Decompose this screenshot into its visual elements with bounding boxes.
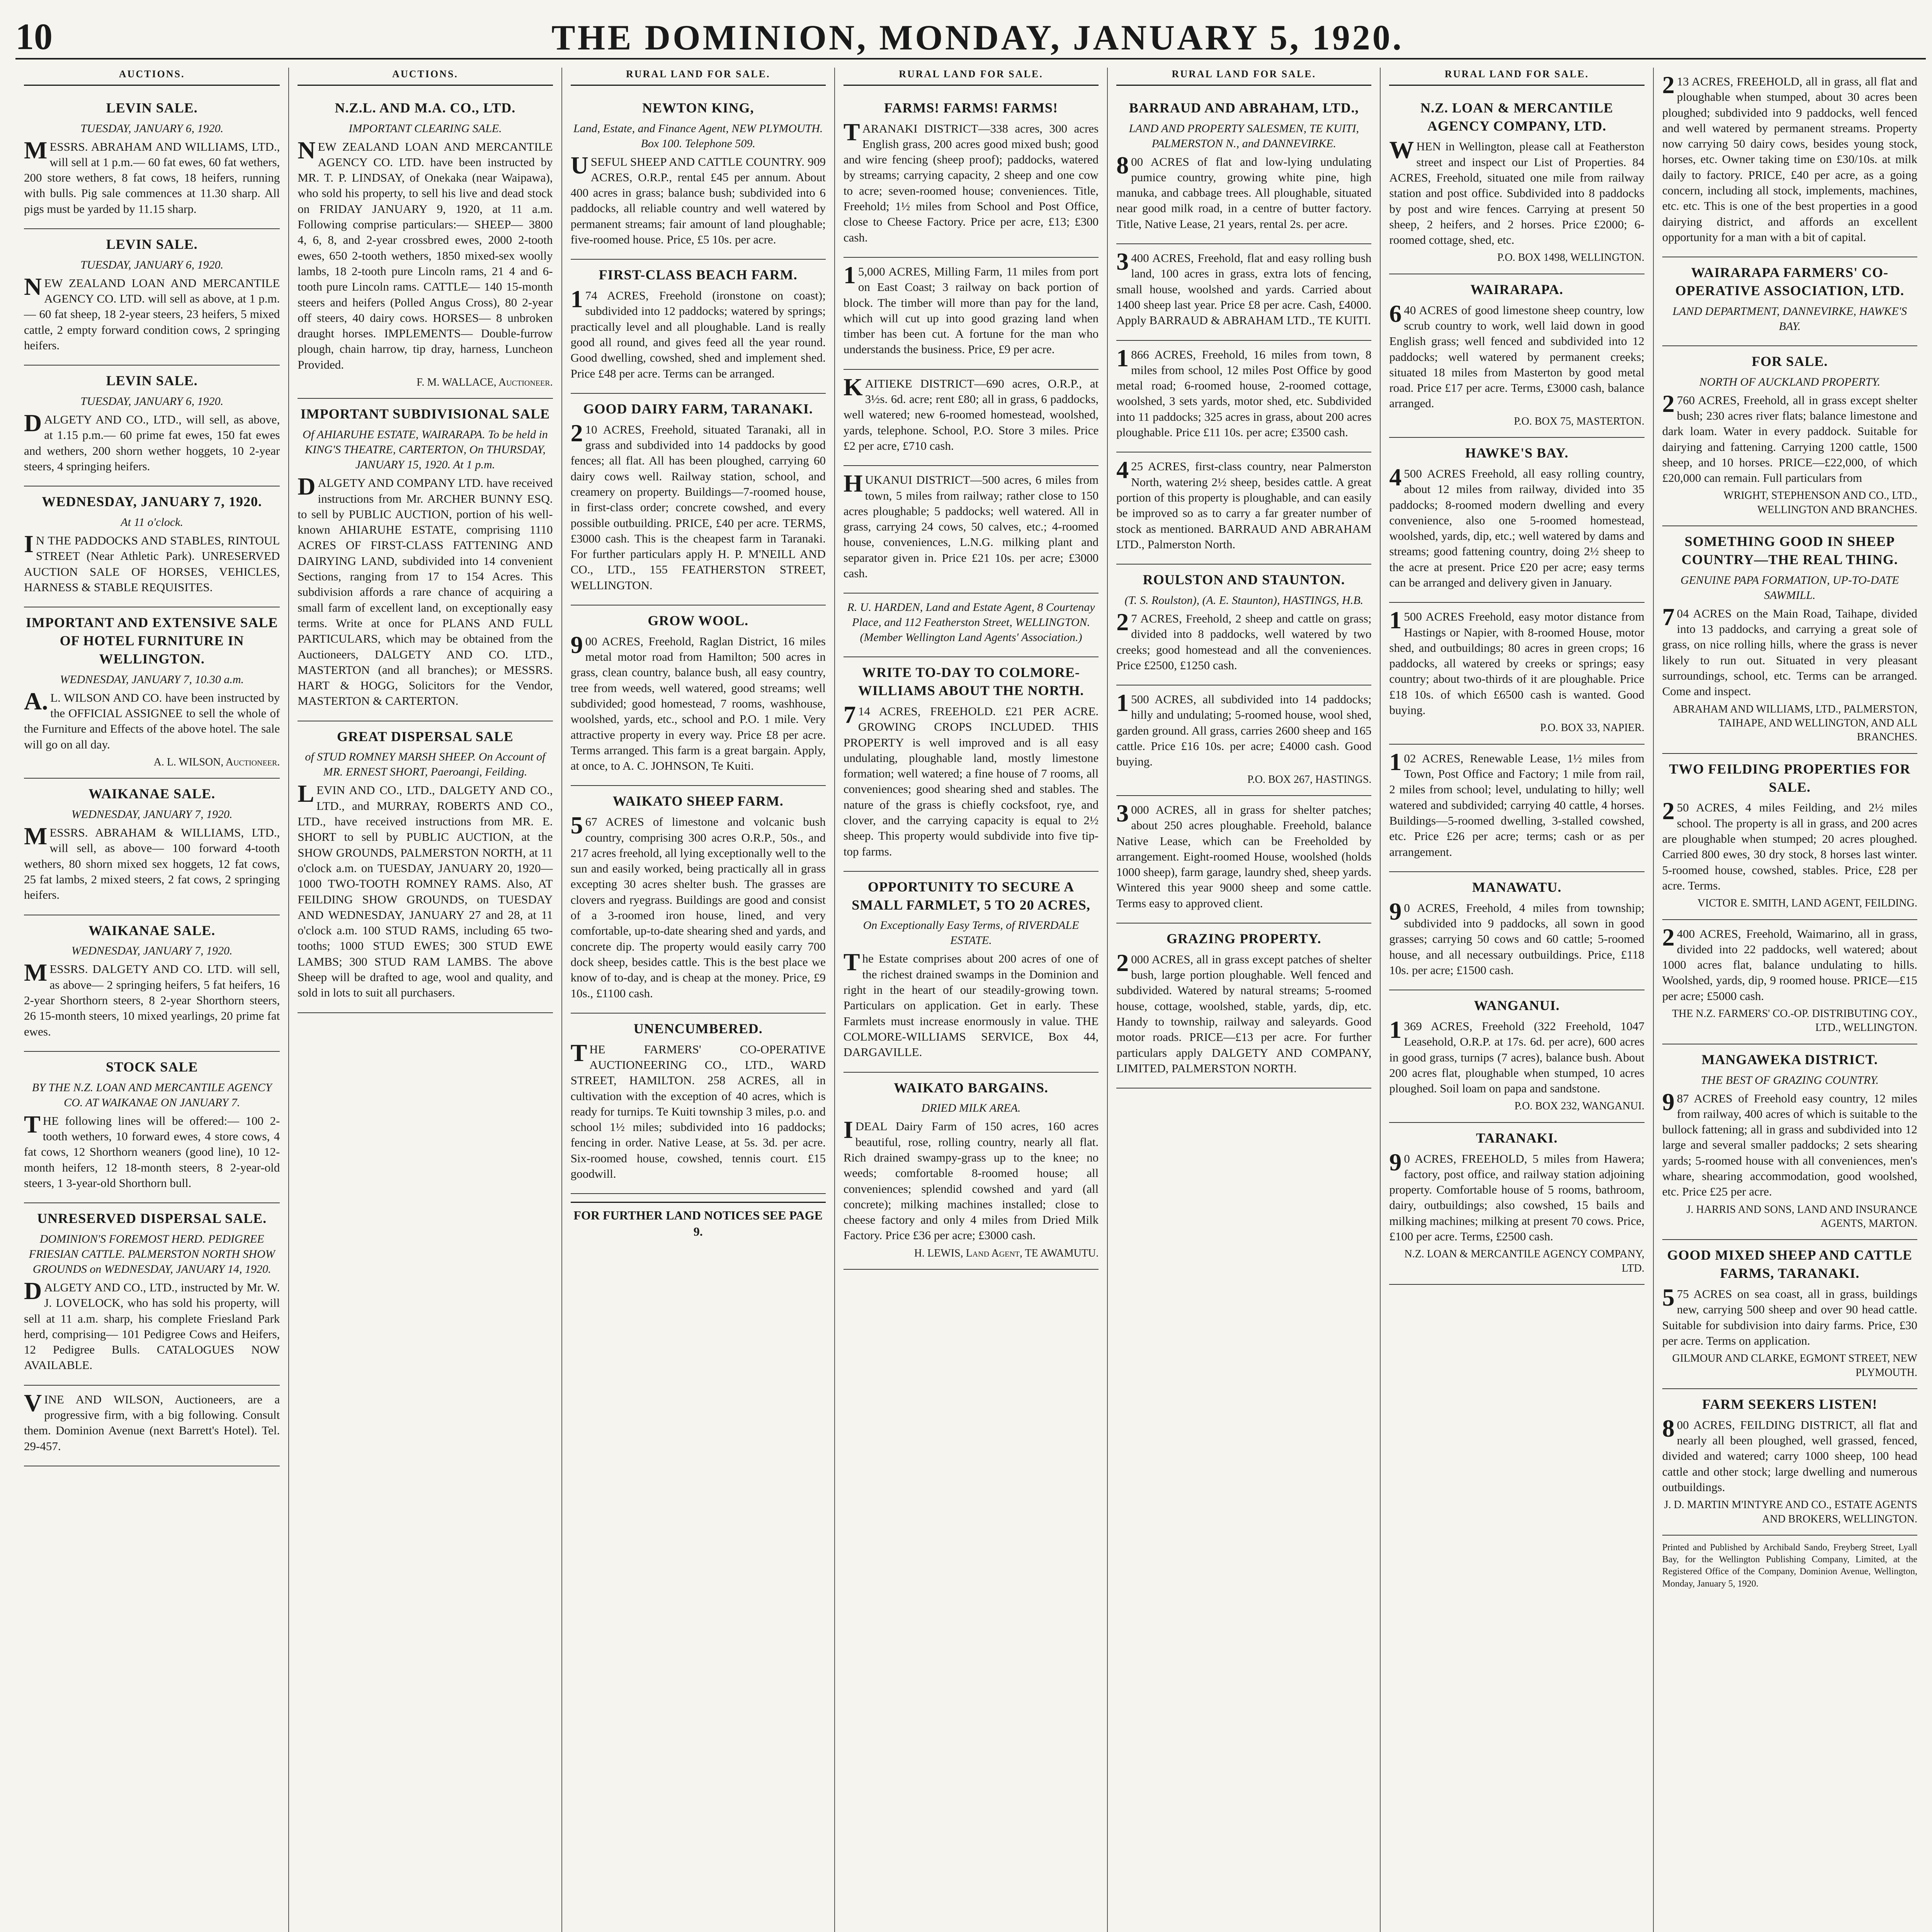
advertisement	[571, 605, 826, 786]
ad-body: 3400 ACRES, Freehold, flat and easy rolling bush land, 100 acres in grass, extra lots of fencing, small house, woolshed and yards. Carried about 1400 sheep last year. Price £8 per acre. Cash, £4000. Apply BARRAUD & ABRAHAM LTD., TE KUITI.	[1116, 248, 1372, 327]
ad-title: IMPORTANT SUBDIVISIONAL SALE	[300, 406, 550, 422]
ad-subtitle: TUESDAY, JANUARY 6, 1920.	[80, 395, 224, 408]
advertisement	[24, 93, 280, 229]
ad-subtitle: WEDNESDAY, JANUARY 7, 1920.	[71, 808, 233, 821]
ad-title: WEDNESDAY, JANUARY 7, 1920.	[42, 494, 262, 510]
page-columns	[15, 68, 1926, 1932]
ad-body: 250 ACRES, 4 miles Feilding, and 2½ miles school. The property is all in grass, and 200 acres are ploughable when stumped; 20 acres ploughed. Carried 800 ewes, 30 dry stock, 8 horses last winter. 5-roomed house, cowshed, stables. Price, £28 per acre. Terms.	[1662, 797, 1917, 892]
ad-body: 90 ACRES, Freehold, 4 miles from township; subdivided into 9 paddocks, all sown in good grasses; carrying 50 cows and 60 cattle; 5-roomed house, and all necessary outbuildings. Price, £118 10s. per acre; £1500 cash.	[1389, 897, 1645, 977]
column-7	[1653, 68, 1926, 1932]
ad-body: 900 ACRES, Freehold, Raglan District, 16 miles metal motor road from Hamilton; 500 acres in grass, clean country, balance bush, all easy country, tree from weeds, well watered, good streams; well subdivided; good homestead, 7 rooms, washhouse, woolshed, yards, etc., school and P.O. 1 mile. Very attractive property in every way. Price £8 per acre. Terms arranged. This farm is a great bargain. Apply, at once, to A. C. JOHNSON, Te Kuiti.	[570, 631, 826, 773]
advertisement	[1662, 920, 1917, 1044]
ad-subtitle: Land, Estate, and Finance Agent, NEW PLYMOUTH. Box 100. Telephone 509.	[573, 122, 823, 150]
ad-body: USEFUL SHEEP AND CATTLE COUNTRY. 909 ACRES, O.R.P., rental £45 per annum. About 400 acres in grass; balance bush; subdivided into 6 paddocks, all reliable country and well watered by permanent streams; fair amount of land ploughable; five-roomed house. Price, £5 10s. per acre.	[570, 151, 826, 247]
advertisement	[1662, 346, 1917, 526]
advertisement	[1662, 1044, 1917, 1240]
ad-signature: P.O. BOX 267, HASTINGS.	[1247, 773, 1372, 786]
ad-title: LEVIN SALE.	[106, 236, 198, 252]
ad-subtitle: GENUINE PAPA FORMATION, UP-TO-DATE SAWMILL.	[1680, 573, 1899, 602]
ad-body: 90 ACRES, FREEHOLD, 5 miles from Hawera; factory, post office, and railway station adjoining property. Comfortable house of 5 rooms, bathroom, dairy, outbuildings; also cowshed, 15 bails and milking machines; milking at present 70 cows. Price, £100 per acre. Terms, £2500 cash.	[1389, 1148, 1645, 1243]
ad-body: 2760 ACRES, Freehold, all in grass except shelter bush; 230 acres river flats; balance limestone and dark loam. Water in every paddock. Suitable for dairying and fattening. Carrying 1200 cattle, 1500 sheep, and 10 horses. PRICE—£22,000, of which £20,000 can remain. Full particulars from	[1662, 389, 1917, 485]
ad-body: MESSRS. DALGETY AND CO. LTD. will sell, as above— 2 springing heifers, 5 fat heifers, 16 2-year Shorthorn steers, 8 2-year Shorthorn steers, 26 15-month steers, 10 mixed yearlings, 20 prime fat ewes.	[24, 959, 280, 1038]
ad-title: BARRAUD AND ABRAHAM, LTD.,	[1129, 100, 1359, 116]
ad-body: 987 ACRES of Freehold easy country, 12 miles from railway, 400 acres of which is suitable to the bullock fattening; all in grass and subdivided into 12 large and several smaller paddocks; 2 sets shearing yards; 5-roomed house with all conveniences, men's whare, shearing accommodation, good woolshed, etc. Price £25 per acre.	[1662, 1088, 1917, 1199]
advertisement	[1662, 68, 1917, 257]
ad-subtitle: LAND DEPARTMENT, DANNEVIRKE, HAWKE'S BAY.	[1672, 304, 1907, 333]
column-4	[834, 68, 1107, 1932]
ad-body: MESSRS. ABRAHAM AND WILLIAMS, LTD., will sell at 1 p.m.— 60 fat ewes, 60 fat wethers, 200 store wethers, 8 fat cows, 18 heifers, running with bulls. Pig sale commences at 11.30 sharp. All pigs must be yarded by 11.15 sharp.	[24, 136, 280, 216]
ad-body: 102 ACRES, Renewable Lease, 1½ miles from Town, Post Office and Factory; 1 mile from rail, 2 miles from school; level, undulating to hilly; well watered and subdivided; carrying 40 cattle, 4 horses. Buildings—5-roomed dwelling, 3-stalled cowshed, etc. Price £26 per acre; terms; cash or as per arrangement.	[1389, 748, 1645, 859]
ad-title: ROULSTON AND STAUNTON.	[1143, 572, 1345, 588]
ad-title: FARM SEEKERS LISTEN!	[1702, 1396, 1878, 1412]
column-heading: RURAL LAND FOR SALE.	[1389, 68, 1644, 86]
advertisement	[571, 93, 826, 260]
ad-body: LEVIN AND CO., LTD., DALGETY AND CO., LTD., and MURRAY, ROBERTS AND CO., LTD., have received instructions from MR. E. SHORT to sell by PUBLIC AUCTION, at the SHOW GROUNDS, PALMERSTON NORTH, at 11 o'clock a.m. on TUESDAY, JANUARY 20, 1920— 1000 TWO-TOOTH ROMNEY RAMS. Also, AT FEILDING SHOW GROUNDS, on TUESDAY AND WEDNESDAY, JANUARY 27 and 28, at 11 o'clock a.m. 100 STUD RAMS, including 65 two-tooths; 1000 STUD EWES; 300 STUD EWE LAMBS; 300 STUD RAM LAMBS. The above Sheep will be drafted to age, wool and quality, and sold in lots to suit all purchasers.	[298, 780, 553, 1000]
ad-title: WAIKANAE SALE.	[88, 786, 216, 802]
ad-title: NEWTON KING,	[642, 100, 754, 116]
ad-subtitle: NORTH OF AUCKLAND PROPERTY.	[1699, 375, 1881, 388]
advertisement	[571, 1014, 826, 1194]
ad-subtitle: BY THE N.Z. LOAN AND MERCANTILE AGENCY CO. AT WAIKANAE ON JANUARY 7.	[32, 1081, 272, 1109]
advertisement	[1389, 274, 1644, 438]
ad-title: LEVIN SALE.	[106, 373, 198, 389]
ad-title: OPPORTUNITY TO SECURE A SMALL FARMLET, 5 TO 20 ACRES,	[852, 879, 1090, 913]
ad-subtitle: TUESDAY, JANUARY 6, 1920.	[80, 122, 224, 135]
ad-signature: WRIGHT, STEPHENSON AND CO., LTD., WELLINGTON AND BRANCHES.	[1723, 490, 1917, 516]
advertisement	[24, 229, 280, 366]
ad-signature: J. HARRIS AND SONS, LAND AND INSURANCE AGENTS, MARTON.	[1686, 1203, 1917, 1230]
ad-title: N.Z.L. AND M.A. CO., LTD.	[335, 100, 516, 116]
ad-body: NEW ZEALAND LOAN AND MERCANTILE AGENCY CO. LTD. have been instructed by MR. T. P. LINDSAY, of Onekaka (near Waipawa), who sold his property, to sell his live and dead stock on FRIDAY JANUARY 9, 1920, at 11 a.m. Following comprise particulars:— SHEEP— 3800 4, 6, 8, and 2-year crossbred ewes, 2000 2-tooth ewes, 650 2-tooth wethers, 1850 mixed-sex woolly lambs, 18 2-tooth pure Lincoln rams, 21 4 and 6-tooth pure Lincoln rams. CATTLE— 140 15-month steers and heifers (Polled Angus Cross), 80 2-year off steers, 40 dairy cows. HORSES— 8 unbroken draught horses. IMPLEMENTS— Double-furrow plough, chain harrow, tip dray, harness, Luncheon Provided.	[298, 136, 553, 371]
ad-body: HUKANUI DISTRICT—500 acres, 6 miles from town, 5 miles from railway; rather close to 150 acres ploughable; 5 paddocks; well watered. All in grass, carrying 24 cows, 50 calves, etc.; 4-roomed house, conveniences, L.N.G. milking plant and separator given in. Price £21 10s. per acre; £3000 cash.	[843, 469, 1099, 580]
ad-body: 4500 ACRES Freehold, all easy rolling country, about 12 miles from railway, divided into 35 paddocks; 8-roomed modern dwelling and every convenience, also one 5-roomed homestead, woolshed, yards, dip, etc.; well watered by dams and streams; good fattening country, doing 2½ sheep to the acre at present. Price £20 per acre; easy terms can be arranged and delivery given in January.	[1389, 463, 1645, 589]
ad-title: HAWKE'S BAY.	[1465, 445, 1569, 461]
advertisement	[24, 1203, 280, 1386]
ad-body: IDEAL Dairy Farm of 150 acres, 160 acres beautiful, rose, rolling country, nearly all flat. Rich drained swampy-grass up to the knee; no weeds; comfortable 8-roomed house; all conveniences; splendid cowshed and yard (all concrete); milking machines installed; close to cheese factory and only 4 miles from Dried Milk Factory. Price £36 per acre; £3000 cash.	[843, 1116, 1099, 1242]
column-heading: RURAL LAND FOR SALE.	[571, 68, 826, 86]
ad-signature: P.O. BOX 232, WANGANUI.	[1514, 1100, 1645, 1112]
ad-signature: A. L. WILSON, Auctioneer.	[153, 756, 280, 768]
ad-subtitle: LAND AND PROPERTY SALESMEN, TE KUITI, PALMERSTON N., and DANNEVIRKE.	[1129, 122, 1359, 150]
advertisement	[1116, 565, 1371, 685]
ad-body: 3000 ACRES, all in grass for shelter patches; about 250 acres ploughable. Freehold, balance Native Lease, which can be Freeholded by arrangement. Eight-roomed House, woolshed (holds 1000 sheep), farm garage, laundry shed, sheep yards. Wintered this year 9000 sheep and some cattle. Terms easy to approved client.	[1116, 799, 1372, 910]
ad-body: 27 ACRES, Freehold, 2 sheep and cattle on grass; divided into 8 paddocks, well watered by two creeks; good homestead and all the conveniences. Price £2500, £1250 cash.	[1116, 608, 1372, 672]
ad-title: GREAT DISPERSAL SALE	[337, 728, 514, 744]
advertisement	[571, 786, 826, 1013]
advertisement	[24, 486, 280, 607]
ad-subtitle: WEDNESDAY, JANUARY 7, 1920.	[71, 944, 233, 957]
column-heading: RURAL LAND FOR SALE.	[1116, 68, 1371, 86]
advertisement	[1116, 796, 1371, 923]
advertisement	[844, 657, 1099, 872]
ad-subtitle: Of AHIARUHE ESTATE, WAIRARAPA. To be held in KING'S THEATRE, CARTERTON, On THURSDAY, JANUARY 15, 1920. At 1 p.m.	[303, 428, 548, 471]
advertisement	[1389, 745, 1644, 872]
ad-body: 567 ACRES of limestone and volcanic bush country, comprising 300 acres O.R.P., 50s., and 217 acres freehold, all lying exceptionally well to the sun and easily worked, being practically all in grass excepting 30 acres shelter bush. The grasses are clovers and ryegrass. Buildings are good and consist of a 3-roomed iron house, lined, and very comfortable, up-to-date shearing shed and yards, and concrete dip. The property would easily carry 700 dock sheep, besides cattle. This is the best place we know of to-day, and is cheap at the money. Price, £9 10s., £1100 cash.	[570, 811, 826, 1000]
column-footer-note: FOR FURTHER LAND NOTICES SEE PAGE 9.	[571, 1202, 826, 1240]
ad-title: UNENCUMBERED.	[633, 1020, 763, 1036]
ad-body: 2000 ACRES, all in grass except patches of shelter bush, large portion ploughable. Well fenced and subdivided. Watered by natural streams; 5-roomed house, cottage, woolshed, stable, yards, dip, etc. Handy to township, railway and saleyards. Good motor roads. PRICE—£13 per acre. For further particulars apply DALGETY AND COMPANY, LIMITED, PALMERSTON NORTH.	[1116, 949, 1372, 1075]
ad-body: 575 ACRES on sea coast, all in grass, buildings new, carrying 500 sheep and over 90 head cattle. Suitable for subdivision into dairy farms. Price, £30 per acre. Terms on application.	[1662, 1284, 1917, 1347]
column-6	[1380, 68, 1653, 1932]
advertisement	[844, 466, 1099, 594]
printer-imprint: Printed and Published by Archibald Sando, Freyberg Street, Lyall Bay, for the Wellington Publishing Company, Limited, at the Registered Office of the Company, Dominion Avenue, Wellington, Monday, January 5, 1920.	[1662, 1543, 1917, 1589]
ad-title: FARMS! FARMS! FARMS!	[884, 100, 1058, 116]
ad-title: MANAWATU.	[1472, 879, 1562, 895]
column-heading: AUCTIONS.	[24, 68, 280, 86]
ad-body: 640 ACRES of good limestone sheep country, low scrub country to work, well laid down in good English grass; well fenced and subdivided into 12 paddocks; well watered by permanent creeks; situated 18 miles from Masterton by good metal road. Price £17 per acre. Terms, £3000 cash, balance arranged.	[1389, 299, 1645, 410]
advertisement	[1662, 754, 1917, 920]
advertisement	[1116, 923, 1371, 1088]
ad-body: 714 ACRES, FREEHOLD. £21 PER ACRE. GROWING CROPS INCLUDED. THIS PROPERTY is well improved and is all easy undulating, ploughable land, mostly limestone formation; well watered; a fine house of 7 rooms, all conveniences; good shearing shed and stables. The nature of the grass is chiefly cocksfoot, rye, and clover, and the carrying capacity is equal to 2½ sheep. This property would subdivide into five tip-top farms.	[843, 701, 1099, 858]
ad-signature: P.O. BOX 75, MASTERTON.	[1514, 415, 1645, 427]
ad-body: 800 ACRES, FEILDING DISTRICT, all flat and nearly all been ploughed, well grassed, fenced, divided and watered; carry 1000 sheep, 100 head cattle and other stock; large dwelling and numerous outbuildings.	[1662, 1414, 1917, 1494]
advertisement	[844, 370, 1099, 466]
ad-title: SOMETHING GOOD IN SHEEP COUNTRY—THE REAL THING.	[1681, 534, 1898, 568]
ad-body: 425 ACRES, first-class country, near Palmerston North, watering 2½ sheep, besides cattle. A great portion of this property is ploughable, and can easily be improved so as to carry a far greater number of stock as mentioned. BARRAUD AND ABRAHAM LTD., Palmerston North.	[1116, 456, 1372, 551]
ad-subtitle: IMPORTANT CLEARING SALE.	[349, 122, 502, 135]
column-2	[288, 68, 561, 1932]
ad-body: IN THE PADDOCKS AND STABLES, RINTOUL STREET (Near Athletic Park). UNRESERVED AUCTION SALE OF HORSES, VEHICLES, HARNESS & STABLE REQUISITES.	[24, 530, 280, 594]
advertisement	[1662, 526, 1917, 754]
ad-title: STOCK SALE	[105, 1059, 198, 1075]
ad-subtitle: On Exceptionally Easy Terms, of RIVERDALE ESTATE.	[863, 919, 1079, 947]
ad-title: N.Z. LOAN & MERCANTILE AGENCY COMPANY, LTD.	[1420, 100, 1614, 134]
advertisement	[1116, 93, 1371, 244]
advertisement	[1389, 990, 1644, 1123]
advertisement	[24, 1052, 280, 1203]
advertisement	[1116, 452, 1371, 565]
advertisement	[1116, 685, 1371, 796]
ad-body: A.L. WILSON AND CO. have been instructed by the OFFICIAL ASSIGNEE to sell the whole of the Furniture and Effects of the above hotel. The sale will go on all day.	[24, 687, 280, 751]
column-3	[561, 68, 834, 1932]
advertisement	[844, 594, 1099, 657]
advertisement	[298, 721, 553, 1013]
ad-signature: P.O. BOX 33, NAPIER.	[1540, 722, 1645, 734]
ad-title: WAIRARAPA FARMERS' CO-OPERATIVE ASSOCIATION, LTD.	[1675, 265, 1905, 299]
ad-body: TARANAKI DISTRICT—338 acres, 300 acres English grass, 200 acres good mixed bush; good and wire fencing (sheep proof); paddocks, watered by streams; carrying capacity, 2 sheep and one cow to acre; seven-roomed house; conveniences. Title, Freehold; 1½ miles from School and Post Office, close to Cheese Factory. Price per acre, £13; £300 cash.	[843, 118, 1099, 244]
advertisement	[24, 366, 280, 486]
ad-title: WANGANUI.	[1474, 998, 1560, 1014]
ad-subtitle: THE BEST OF GRAZING COUNTRY.	[1701, 1073, 1879, 1087]
ad-signature: J. D. MARTIN M'INTYRE AND CO., ESTATE AGENTS AND BROKERS, WELLINGTON.	[1664, 1499, 1917, 1525]
ad-signature: H. LEWIS, Land Agent, TE AWAMUTU.	[914, 1247, 1099, 1259]
ad-title: WRITE TO-DAY TO COLMORE-WILLIAMS ABOUT THE NORTH.	[858, 665, 1084, 699]
ad-title: WAIKANAE SALE.	[88, 922, 216, 938]
column-5	[1107, 68, 1380, 1932]
advertisement	[298, 399, 553, 721]
ad-subtitle: of STUD ROMNEY MARSH SHEEP. On Account of MR. ERNEST SHORT, Paeroangi, Feilding.	[305, 750, 546, 779]
column-heading: RURAL LAND FOR SALE.	[844, 68, 1099, 86]
ad-title: UNRESERVED DISPERSAL SALE.	[37, 1211, 267, 1226]
advertisement	[1116, 244, 1371, 340]
ad-body: 213 ACRES, FREEHOLD, all in grass, all flat and ploughable when stumped, about 30 acres been ploughed; subdivided into 9 paddocks, well fenced and well watered by permanent streams. Property now carrying 50 dairy cows, besides young stock, horses, etc. Owner taking time on £30/10s. at milk daily to factory. PRICE, £40 per acre, as a going concern, including all stock, implements, machines, etc. etc. This is one of the best properties in a good dairying district, and affords an excellent opportunity for a man with a bit of capital.	[1662, 71, 1917, 244]
page-number: 10	[15, 16, 53, 57]
ad-title: WAIKATO BARGAINS.	[894, 1080, 1048, 1095]
masthead	[15, 8, 1926, 60]
ad-signature: P.O. BOX 1498, WELLINGTON.	[1497, 252, 1645, 264]
ad-body: 800 ACRES of flat and low-lying undulating pumice country, growing white pine, high manuka, and cabbage trees. All ploughable, situated near good milk road, in a centre of butter factory. Title, Native Lease, 21 years, rental 2s. per acre.	[1116, 151, 1372, 231]
advertisement	[1389, 603, 1644, 744]
ad-title: GOOD MIXED SHEEP AND CATTLE FARMS, TARANAKI.	[1667, 1247, 1913, 1281]
advertisement	[1389, 872, 1644, 990]
ad-body: DALGETY AND COMPANY LTD. have received instructions from Mr. ARCHER BUNNY ESQ. to sell by PUBLIC AUCTION, portion of his well-known AHIARUHE ESTATE, comprising 1110 ACRES OF FIRST-CLASS FATTENING AND DAIRYING LAND, subdivided into 14 convenient Sections, ranging from 17 to 154 Acres. This subdivision affords a rare chance of acquiring a small farm of excellent land, on exceptionally easy terms. Write at once for PLANS AND FULL PARTICULARS, which may be obtained from the Auctioneers, DALGETY AND CO. LTD., MASTERTON (and all branches); or MESSRS. HART & HOGG, Solicitors for the Vendor, MASTERTON & CARTERTON.	[298, 473, 553, 708]
ad-subtitle: (T. S. Roulston), (A. E. Staunton), HASTINGS, H.B.	[1124, 594, 1364, 607]
ad-body: NEW ZEALAND LOAN AND MERCANTILE AGENCY CO. LTD. will sell as above, at 1 p.m.— 60 fat sheep, 18 2-year steers, 23 heifers, 5 mixed cattle, 2 empty forward condition cows, 2 springing heifers.	[24, 272, 280, 352]
ad-title: TARANAKI.	[1476, 1130, 1558, 1146]
advertisement	[844, 93, 1099, 258]
ad-body: 210 ACRES, Freehold, situated Taranaki, all in grass and subdivided into 14 paddocks by good fences; all flat. All has been ploughed, carrying 60 dairy cows well. Railway station, school, and creamery on property. Buildings—7-roomed house, in first-class order; concrete cowshed, and every possible outbuilding. PRICE, £40 per acre. TERMS, £3000 cash. This is the cheapest farm in Taranaki. For further particulars apply H. P. M'NEILL AND CO., LTD., 155 FEATHERSTON STREET, WELLINGTON.	[570, 419, 826, 592]
advertisement	[24, 779, 280, 915]
ad-body: DALGETY AND CO., LTD., will sell, as above, at 1.15 p.m.— 60 prime fat ewes, 150 fat ewes and wethers, 200 shorn wether hoggets, 10 2-year steers, 4 springing heifers.	[24, 409, 280, 473]
ad-body: THE following lines will be offered:— 100 2-tooth wethers, 10 forward ewes, 4 store cows, 4 fat cows, 12 Shorthorn weaners (good line), 10 12-month heifers, 12 18-month steers, 8 2-year-old steers, 1 3-year-old Shorthorn bull.	[24, 1110, 280, 1190]
ad-subtitle: DRIED MILK AREA.	[921, 1102, 1021, 1115]
advertisement	[1662, 1389, 1917, 1536]
ad-subtitle: At 11 o'clock.	[121, 516, 183, 529]
ad-subtitle: R. U. HARDEN, Land and Estate Agent, 8 Courtenay Place, and 112 Featherston Street, WELLINGTON. (Member Wellington Land Agents' Association.)	[847, 601, 1095, 644]
ad-body: THE FARMERS' CO-OPERATIVE AUCTIONEERING CO., LTD., WARD STREET, HAMILTON. 258 ACRES, all in cultivation with the exception of 40 acres, which is ready for turnips. Te Kuiti township 3 miles, p.o. and school 1½ miles; subdivided into 16 paddocks; fencing in order. Native Lease, at 5s. 3d. per acre. Six-roomed house, cowshed, tennis court. £15 goodwill.	[570, 1039, 826, 1181]
column-1	[15, 68, 288, 1932]
ad-signature: VICTOR E. SMITH, LAND AGENT, FEILDING.	[1697, 897, 1917, 910]
advertisement	[1116, 341, 1371, 453]
advertisement	[24, 915, 280, 1052]
advertisement	[1389, 93, 1644, 274]
advertisement	[844, 872, 1099, 1073]
ad-body: MESSRS. ABRAHAM & WILLIAMS, LTD., will sell, as above— 100 forward 4-tooth wethers, 80 shorn mixed sex hoggets, 12 fat cows, 25 fat lambs, 2 mixed steers, 2 fat cows, 2 springing heifers.	[24, 822, 280, 902]
advertisement	[24, 1386, 280, 1466]
ad-subtitle: TUESDAY, JANUARY 6, 1920.	[80, 258, 224, 271]
ad-body: 15,000 ACRES, Milling Farm, 11 miles from port on East Coast; 3 railway on back portion of block. The timber will more than pay for the land, which will cut up into good grazing land when timber has been cut. A fortune for the man who understands the business. Price, £9 per acre.	[843, 261, 1099, 356]
ad-title: FOR SALE.	[1752, 353, 1828, 369]
ad-body: VINE AND WILSON, Auctioneers, are a progressive firm, with a big following. Consult them. Dominion Avenue (next Barrett's Hotel). Tel. 29-457.	[24, 1389, 280, 1453]
ad-signature: ABRAHAM AND WILLIAMS, LTD., PALMERSTON, TAIHAPE, AND WELLINGTON, AND ALL BRANCHES.	[1672, 703, 1917, 743]
ad-body: KAITIEKE DISTRICT—690 acres, O.R.P., at 3½s. 6d. acre; rent £80; all in grass, 6 paddocks, well watered; new 6-roomed homestead, woolshed, yards, telephone. School, P.O. Store 3 miles. Price £2 per acre, £710 cash.	[843, 373, 1099, 452]
ad-signature: THE N.Z. FARMERS' CO.-OP. DISTRIBUTING COY., LTD., WELLINGTON.	[1672, 1008, 1917, 1034]
column-heading: AUCTIONS.	[298, 68, 553, 86]
ad-signature: N.Z. LOAN & MERCANTILE AGENCY COMPANY, LTD.	[1404, 1248, 1645, 1274]
ad-title: TWO FEILDING PROPERTIES FOR SALE.	[1669, 761, 1911, 795]
ad-body: 2400 ACRES, Freehold, Waimarino, all in grass, divided into 22 paddocks, well watered; about 1000 acres flat, balance undulating to hills. Woolshed, yards, dip, 9 roomed house. PRICE—£15 per acre; £5000 cash.	[1662, 923, 1917, 1003]
ad-title: WAIRARAPA.	[1470, 281, 1563, 297]
ad-body: 174 ACRES, Freehold (ironstone on coast); subdivided into 12 paddocks; watered by springs; practically level and all ploughable. Land is really good all round, and gives feed all the year round. Good dwelling, cowshed, shed and implement shed. Price £48 per acre. Terms can be arranged.	[570, 285, 826, 380]
ad-subtitle: DOMINION'S FOREMOST HERD. PEDIGREE FRIESIAN CATTLE. PALMERSTON NORTH SHOW GROUNDS on WEDNESDAY, JANUARY 14, 1920.	[29, 1232, 275, 1276]
advertisement	[844, 1073, 1099, 1270]
newspaper-title: THE DOMINION, MONDAY, JANUARY 5, 1920.	[551, 18, 1404, 57]
ad-body: The Estate comprises about 200 acres of one of the richest drained swamps in the Dominion and right in the heart of our steadily-growing town. Particulars on application. Get in early. These Farmlets must increase enormously in value. THE COLMORE-WILLIAMS SERVICE, Box 44, DARGAVILLE.	[843, 948, 1099, 1059]
ad-body: 704 ACRES on the Main Road, Taihape, divided into 13 paddocks, and carrying a great sole of grass, on nice rolling hills, where the grass is never likely to run out. Situated in very pleasant surroundings, school, etc. Terms can be arranged. Come and inspect.	[1662, 603, 1917, 698]
advertisement	[1389, 438, 1644, 603]
ad-title: GOOD DAIRY FARM, TARANAKI.	[583, 401, 813, 417]
ad-body: 1866 ACRES, Freehold, 16 miles from town, 8 miles from school, 12 miles Post Office by good metal road; 6-roomed house, 2-roomed cottage, woolshed, 3 sets yards, motor shed, etc. Subdivided into 11 paddocks; 325 acres in grass, about 200 acres ploughable. Price £11 10s. per acre; £3500 cash.	[1116, 344, 1372, 439]
advertisement	[24, 607, 280, 779]
ad-title: LEVIN SALE.	[106, 100, 198, 116]
advertisement	[1389, 1123, 1644, 1285]
ad-title: WAIKATO SHEEP FARM.	[612, 793, 784, 809]
ad-body: DALGETY AND CO., LTD., instructed by Mr. W. J. LOVELOCK, who has sold his property, will sell at 11 a.m. sharp, his complete Friesland Park herd, comprising— 101 Pedigree Cows and Heifers, 12 Pedigree Bulls. CATALOGUES NOW AVAILABLE.	[24, 1277, 280, 1372]
ad-subtitle: WEDNESDAY, JANUARY 7, 10.30 a.m.	[60, 673, 244, 686]
advertisement	[298, 93, 553, 399]
ad-title: GROW WOOL.	[648, 613, 749, 629]
ad-body: 1500 ACRES Freehold, easy motor distance from Hastings or Napier, with 8-roomed House, motor shed, and outbuildings; 80 acres in green crops; 16 paddocks, all watered by creeks or springs; easy country; about two-thirds of it are ploughable. Price £18 10s. of which £6500 cash is wanted. Good buying.	[1389, 606, 1645, 717]
advertisement	[1662, 1240, 1917, 1389]
ad-title: IMPORTANT AND EXTENSIVE SALE OF HOTEL FURNITURE IN WELLINGTON.	[26, 615, 278, 667]
advertisement	[571, 394, 826, 605]
advertisement	[1662, 257, 1917, 346]
ad-body: 1500 ACRES, all subdivided into 14 paddocks; hilly and undulating; 5-roomed house, wool shed, garden ground. All grass, carries 2600 sheep and 165 cattle. Price £16 10s. per acre; £4000 cash. Good buying.	[1116, 689, 1372, 769]
ad-signature: GILMOUR AND CLARKE, EGMONT STREET, NEW PLYMOUTH.	[1672, 1352, 1917, 1379]
ad-title: GRAZING PROPERTY.	[1167, 931, 1321, 947]
advertisement	[844, 258, 1099, 370]
ad-title: FIRST-CLASS BEACH FARM.	[599, 267, 798, 283]
ad-body: WHEN in Wellington, please call at Featherston street and inspect our List of Properties. 84 ACRES, Freehold, situated one mile from railway station and post office. Subdivided into 8 paddocks by post and wire fences. Carrying at present 50 sheep, 2 heifers, and 2 horses. Price £2000; 6-roomed cottage, shed, etc.	[1389, 136, 1645, 247]
ad-body: 1369 ACRES, Freehold (322 Freehold, 1047 Leasehold, O.R.P. at 17s. 6d. per acre), 600 acres in good grass, turnips (7 acres), balance bush. About 200 acres flat, ploughable when stumped, 10 acres ploughed. Soil loam on papa and sandstone.	[1389, 1015, 1645, 1095]
ad-signature: F. M. WALLACE, Auctioneer.	[417, 376, 553, 389]
advertisement	[571, 260, 826, 394]
ad-title: MANGAWEKA DISTRICT.	[1701, 1051, 1878, 1067]
